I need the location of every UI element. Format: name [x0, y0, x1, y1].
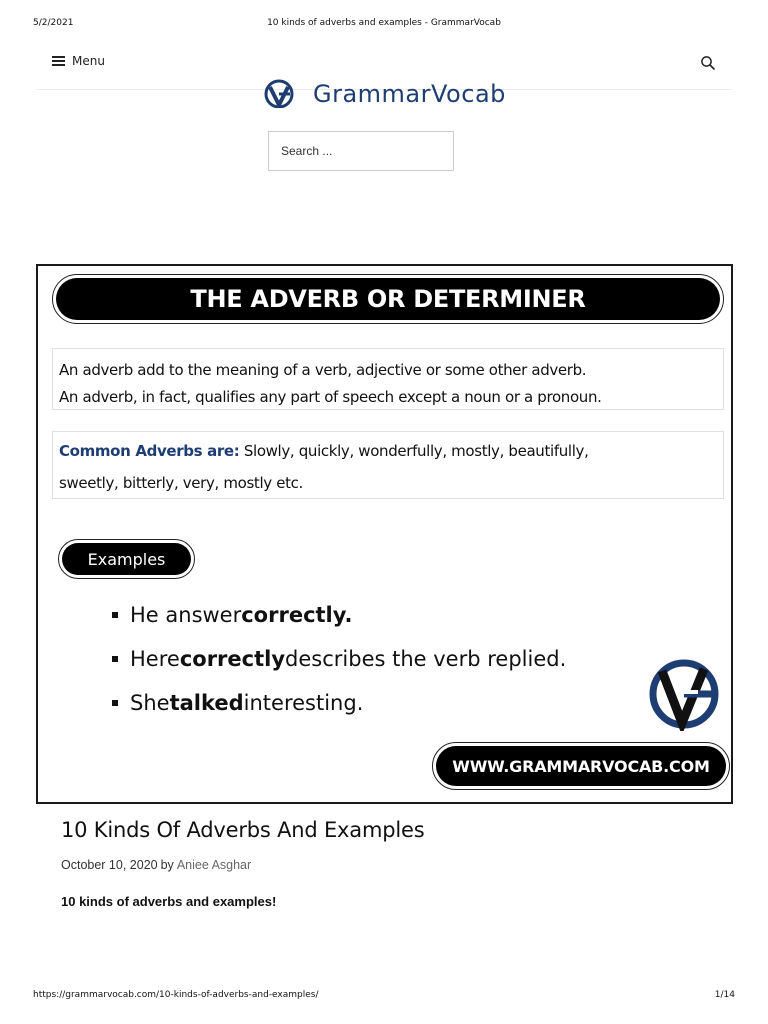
bullet-icon: [112, 612, 118, 618]
post-intro: 10 kinds of adverbs and examples!: [61, 894, 277, 909]
definition-box: [52, 348, 724, 410]
common-adverbs-text: sweetly, bitterly, very, mostly etc.: [59, 474, 303, 492]
common-adverbs-box: [52, 431, 724, 499]
print-url: https://grammarvocab.com/10-kinds-of-adverbs-and-examples/: [33, 990, 319, 1000]
gv-logo-icon: [263, 78, 295, 108]
banner-title: THE ADVERB OR DETERMINER: [190, 285, 586, 313]
examples-list: [112, 593, 566, 725]
definition-line: An adverb, in fact, qualifies any part of speech except a noun or a pronoun.: [59, 388, 602, 406]
website-url: WWW.GRAMMARVOCAB.COM: [452, 756, 710, 776]
examples-badge: [58, 539, 195, 579]
examples-label: Examples: [87, 549, 166, 569]
definition-line: An adverb add to the meaning of a verb, adjective or some other adverb.: [59, 361, 587, 379]
hamburger-icon: [52, 56, 65, 66]
site-brand: [0, 70, 768, 108]
brand-name: GrammarVocab: [313, 80, 506, 108]
menu-button[interactable]: [52, 54, 105, 68]
post-meta: [61, 858, 251, 872]
search-icon: [700, 55, 716, 71]
post-title: 10 Kinds Of Adverbs And Examples: [61, 818, 425, 842]
menu-label: Menu: [72, 54, 105, 68]
example-item: Here correctly describes the verb replied.: [112, 637, 566, 681]
search-form: [268, 131, 454, 171]
bullet-icon: [112, 656, 118, 662]
page-count: 1/14: [714, 990, 735, 1000]
featured-banner: [52, 274, 724, 324]
featured-image: [36, 264, 733, 804]
common-adverbs-text: Slowly, quickly, wonderfully, mostly, beautifully,: [239, 442, 589, 460]
search-input[interactable]: [269, 132, 453, 170]
example-item: He answer correctly.: [112, 593, 566, 637]
brand-link[interactable]: [263, 78, 506, 108]
bullet-icon: [112, 700, 118, 706]
example-item: She talked interesting.: [112, 681, 566, 725]
post-author-link[interactable]: Aniee Asghar: [176, 858, 252, 872]
post-by: by: [160, 858, 174, 872]
common-adverbs-lead: Common Adverbs are:: [59, 442, 240, 460]
website-badge: [432, 742, 730, 790]
print-footer: [33, 990, 735, 1004]
gv-logo-icon: [648, 657, 720, 731]
print-header: [33, 18, 735, 32]
print-date: 5/2/2021: [33, 18, 74, 28]
search-button[interactable]: [700, 55, 716, 71]
print-page-title: 10 kinds of adverbs and examples - GrammarVocab: [267, 18, 501, 28]
post-date[interactable]: October 10, 2020: [61, 858, 158, 872]
